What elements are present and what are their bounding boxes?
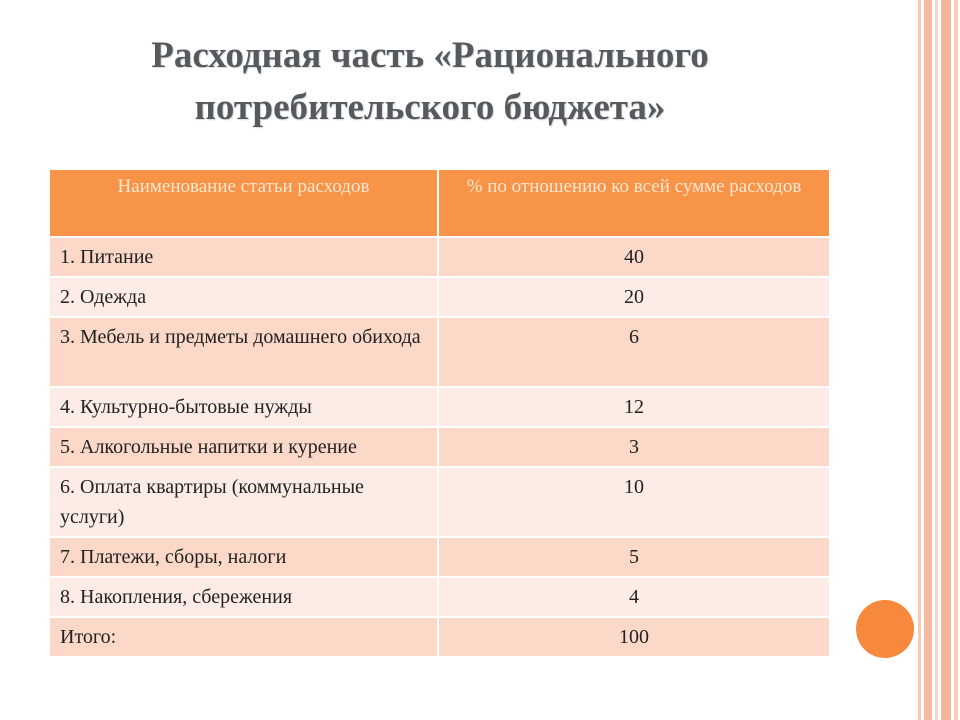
- row-name: 4. Культурно-бытовые нужды: [49, 387, 438, 427]
- row-percent: 12: [438, 387, 830, 427]
- decorative-stripes: [918, 0, 960, 720]
- row-name: 2. Одежда: [49, 277, 438, 317]
- table-row: [49, 467, 830, 537]
- row-percent: 100: [438, 617, 830, 657]
- row-name: 1. Питание: [49, 237, 438, 277]
- table-row: [49, 387, 830, 427]
- row-percent: 5: [438, 537, 830, 577]
- stripe: [954, 0, 958, 720]
- table-header-row: [49, 169, 830, 237]
- row-name: 7. Платежи, сборы, налоги: [49, 537, 438, 577]
- table-row: [49, 577, 830, 617]
- row-name: 6. Оплата квартиры (коммунальные услуги): [49, 467, 438, 537]
- stripe: [924, 0, 932, 720]
- row-percent: 40: [438, 237, 830, 277]
- table-row: [49, 317, 830, 387]
- table-row: [49, 617, 830, 657]
- row-percent: 20: [438, 277, 830, 317]
- title-line-2: потребительского бюджета»: [194, 87, 666, 128]
- page-title: [40, 30, 820, 134]
- row-name: Итого:: [49, 617, 438, 657]
- decorative-circle: [856, 600, 914, 658]
- table-row: [49, 427, 830, 467]
- header-percent: % по отношению ко всей сумме расходов: [438, 169, 830, 237]
- row-percent: 3: [438, 427, 830, 467]
- header-name: Наименование статьи расходов: [49, 169, 438, 237]
- table-row: [49, 277, 830, 317]
- stripe: [935, 0, 938, 720]
- title-line-1: Расходная часть «Рационального: [151, 35, 709, 76]
- stripe: [918, 0, 921, 720]
- row-name: 5. Алкогольные напитки и курение: [49, 427, 438, 467]
- table-row: [49, 237, 830, 277]
- stripe: [941, 0, 951, 720]
- row-name: 8. Накопления, сбережения: [49, 577, 438, 617]
- table-row: [49, 537, 830, 577]
- row-percent: 6: [438, 317, 830, 387]
- budget-table: [48, 168, 831, 658]
- row-name: 3. Мебель и предметы домашнего обихода: [49, 317, 438, 387]
- row-percent: 4: [438, 577, 830, 617]
- row-percent: 10: [438, 467, 830, 537]
